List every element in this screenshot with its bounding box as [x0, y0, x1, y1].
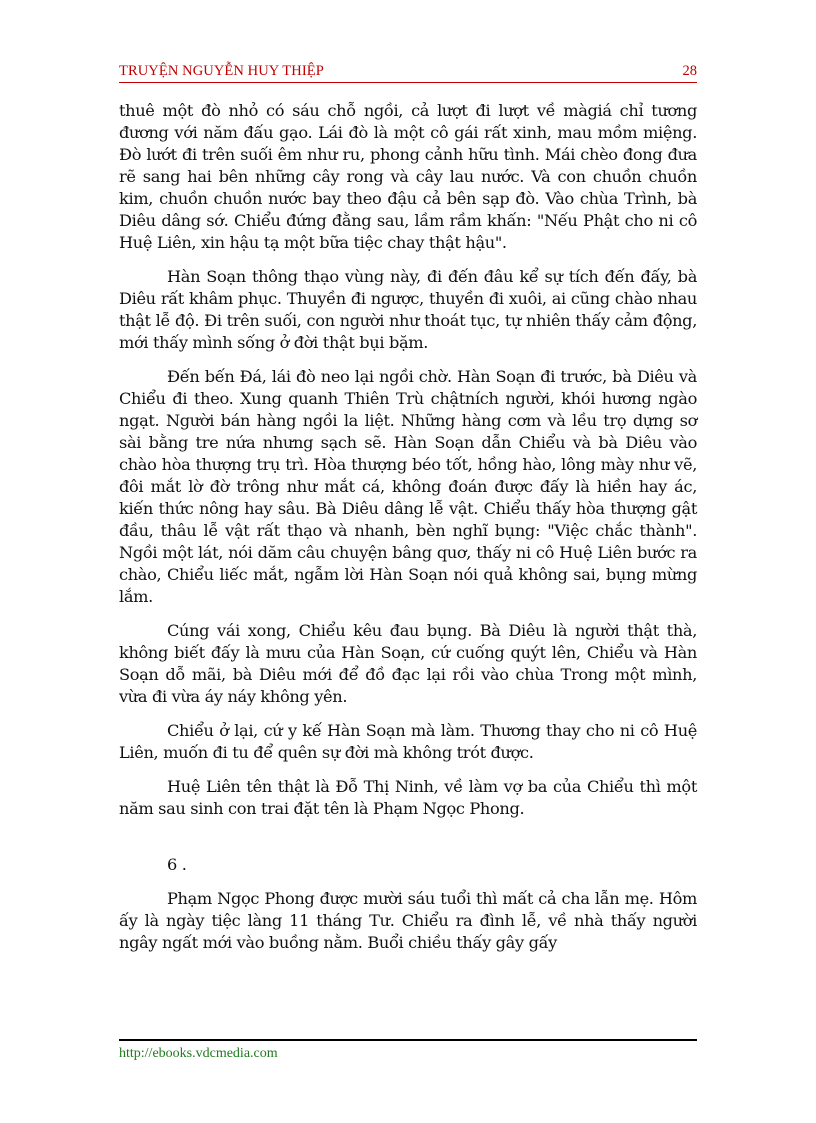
- section-paragraph: Phạm Ngọc Phong được mười sáu tuổi thì mất cả cha lẫn mẹ. Hôm ấy là ngày tiệc làng 11 tháng Tư. Chiểu ra đình lễ, về nhà thấy người ngây ngất mới vào buồng nằm. Buổi chiều thấy gây gấy: [119, 889, 697, 952]
- paragraph: Huệ Liên tên thật là Đỗ Thị Ninh, về làm vợ ba của Chiểu thì một năm sau sinh con trai đặt tên là Phạm Ngọc Phong.: [119, 777, 697, 818]
- footer-link[interactable]: http://ebooks.vdcmedia.com: [119, 1046, 278, 1061]
- page-number: 28: [682, 63, 697, 79]
- paragraph: Đến bến Đá, lái đò neo lại ngồi chờ. Hàn Soạn đi trước, bà Diêu và Chiểu đi theo. Xung quanh Thiên Trù chậtních người, khói hương ngào ngạt. Người bán hàng ngồi la liệt. Những hàng cơm và lều trọ dựng sơ sài bằng tre nứa nhưng sạch sẽ. Hàn Soạn dẫn Chiểu và bà Diêu vào chào hòa thượng trụ trì. Hòa thượng béo tốt, hồng hào, lông mày như vẽ, đôi mắt lờ đờ trông như mắt cá, không đoán được đấy là hiền hay ác, kiến thức nông hay sâu. Bà Diêu dâng lễ vật. Chiểu thấy hòa thượng gật đầu, thâu lễ vật rất thạo và nhanh, bèn nghĩ bụng: "Việc chắc thành". Ngồi một lát, nói dăm câu chuyện bâng quơ, thấy ni cô Huệ Liên bước ra chào, Chiểu liếc mắt, ngẫm lời Hàn Soạn nói quả không sai, bụng mừng lắm.: [119, 367, 697, 606]
- section-number: 6 .: [167, 855, 187, 874]
- running-header: [119, 62, 697, 83]
- page-body: [119, 100, 697, 966]
- paragraph: Chiểu ở lại, cứ y kế Hàn Soạn mà làm. Thương thay cho ni cô Huệ Liên, muốn đi tu để quên sự đời mà không trót được.: [119, 721, 697, 762]
- paragraph-continued: thuê một đò nhỏ có sáu chỗ ngồi, cả lượt đi lượt về màgiá chỉ tương đương với năm đấu gạo. Lái đò là một cô gái rất xinh, mau mồm miệng. Đò lướt đi trên suối êm như ru, phong cảnh hữu tình. Mái chèo đong đưa rẽ sang hai bên những cây rong và cây lau nước. Và con chuồn chuồn kim, chuồn chuồn nước bay theo đậu cả bên sạp đò. Vào chùa Trình, bà Diêu dâng sớ. Chiểu đứng đằng sau, lầm rầm khấn: "Nếu Phật cho ni cô Huệ Liên, xin hậu tạ một bữa tiệc chay thật hậu".: [119, 101, 697, 252]
- book-title: TRUYỆN NGUYỄN HUY THIỆP: [119, 63, 324, 79]
- paragraph: Cúng vái xong, Chiểu kêu đau bụng. Bà Diêu là người thật thà, không biết đấy là mưu của Hàn Soạn, cứ cuống quýt lên, Chiểu và Hàn Soạn dỗ mãi, bà Diêu mới để đồ đạc lại rồi vào chùa Trong một mình, vừa đi vừa áy náy không yên.: [119, 621, 697, 706]
- footer-divider: [119, 1039, 697, 1041]
- paragraph: Hàn Soạn thông thạo vùng này, đi đến đâu kể sự tích đến đấy, bà Diêu rất khâm phục. Thuyền đi ngược, thuyền đi xuôi, ai cũng chào nhau thật lễ độ. Đi trên suối, con người như thoát tục, tự nhiên thấy cảm động, mới thấy mình sống ở đời thật bụi bặm.: [119, 267, 697, 352]
